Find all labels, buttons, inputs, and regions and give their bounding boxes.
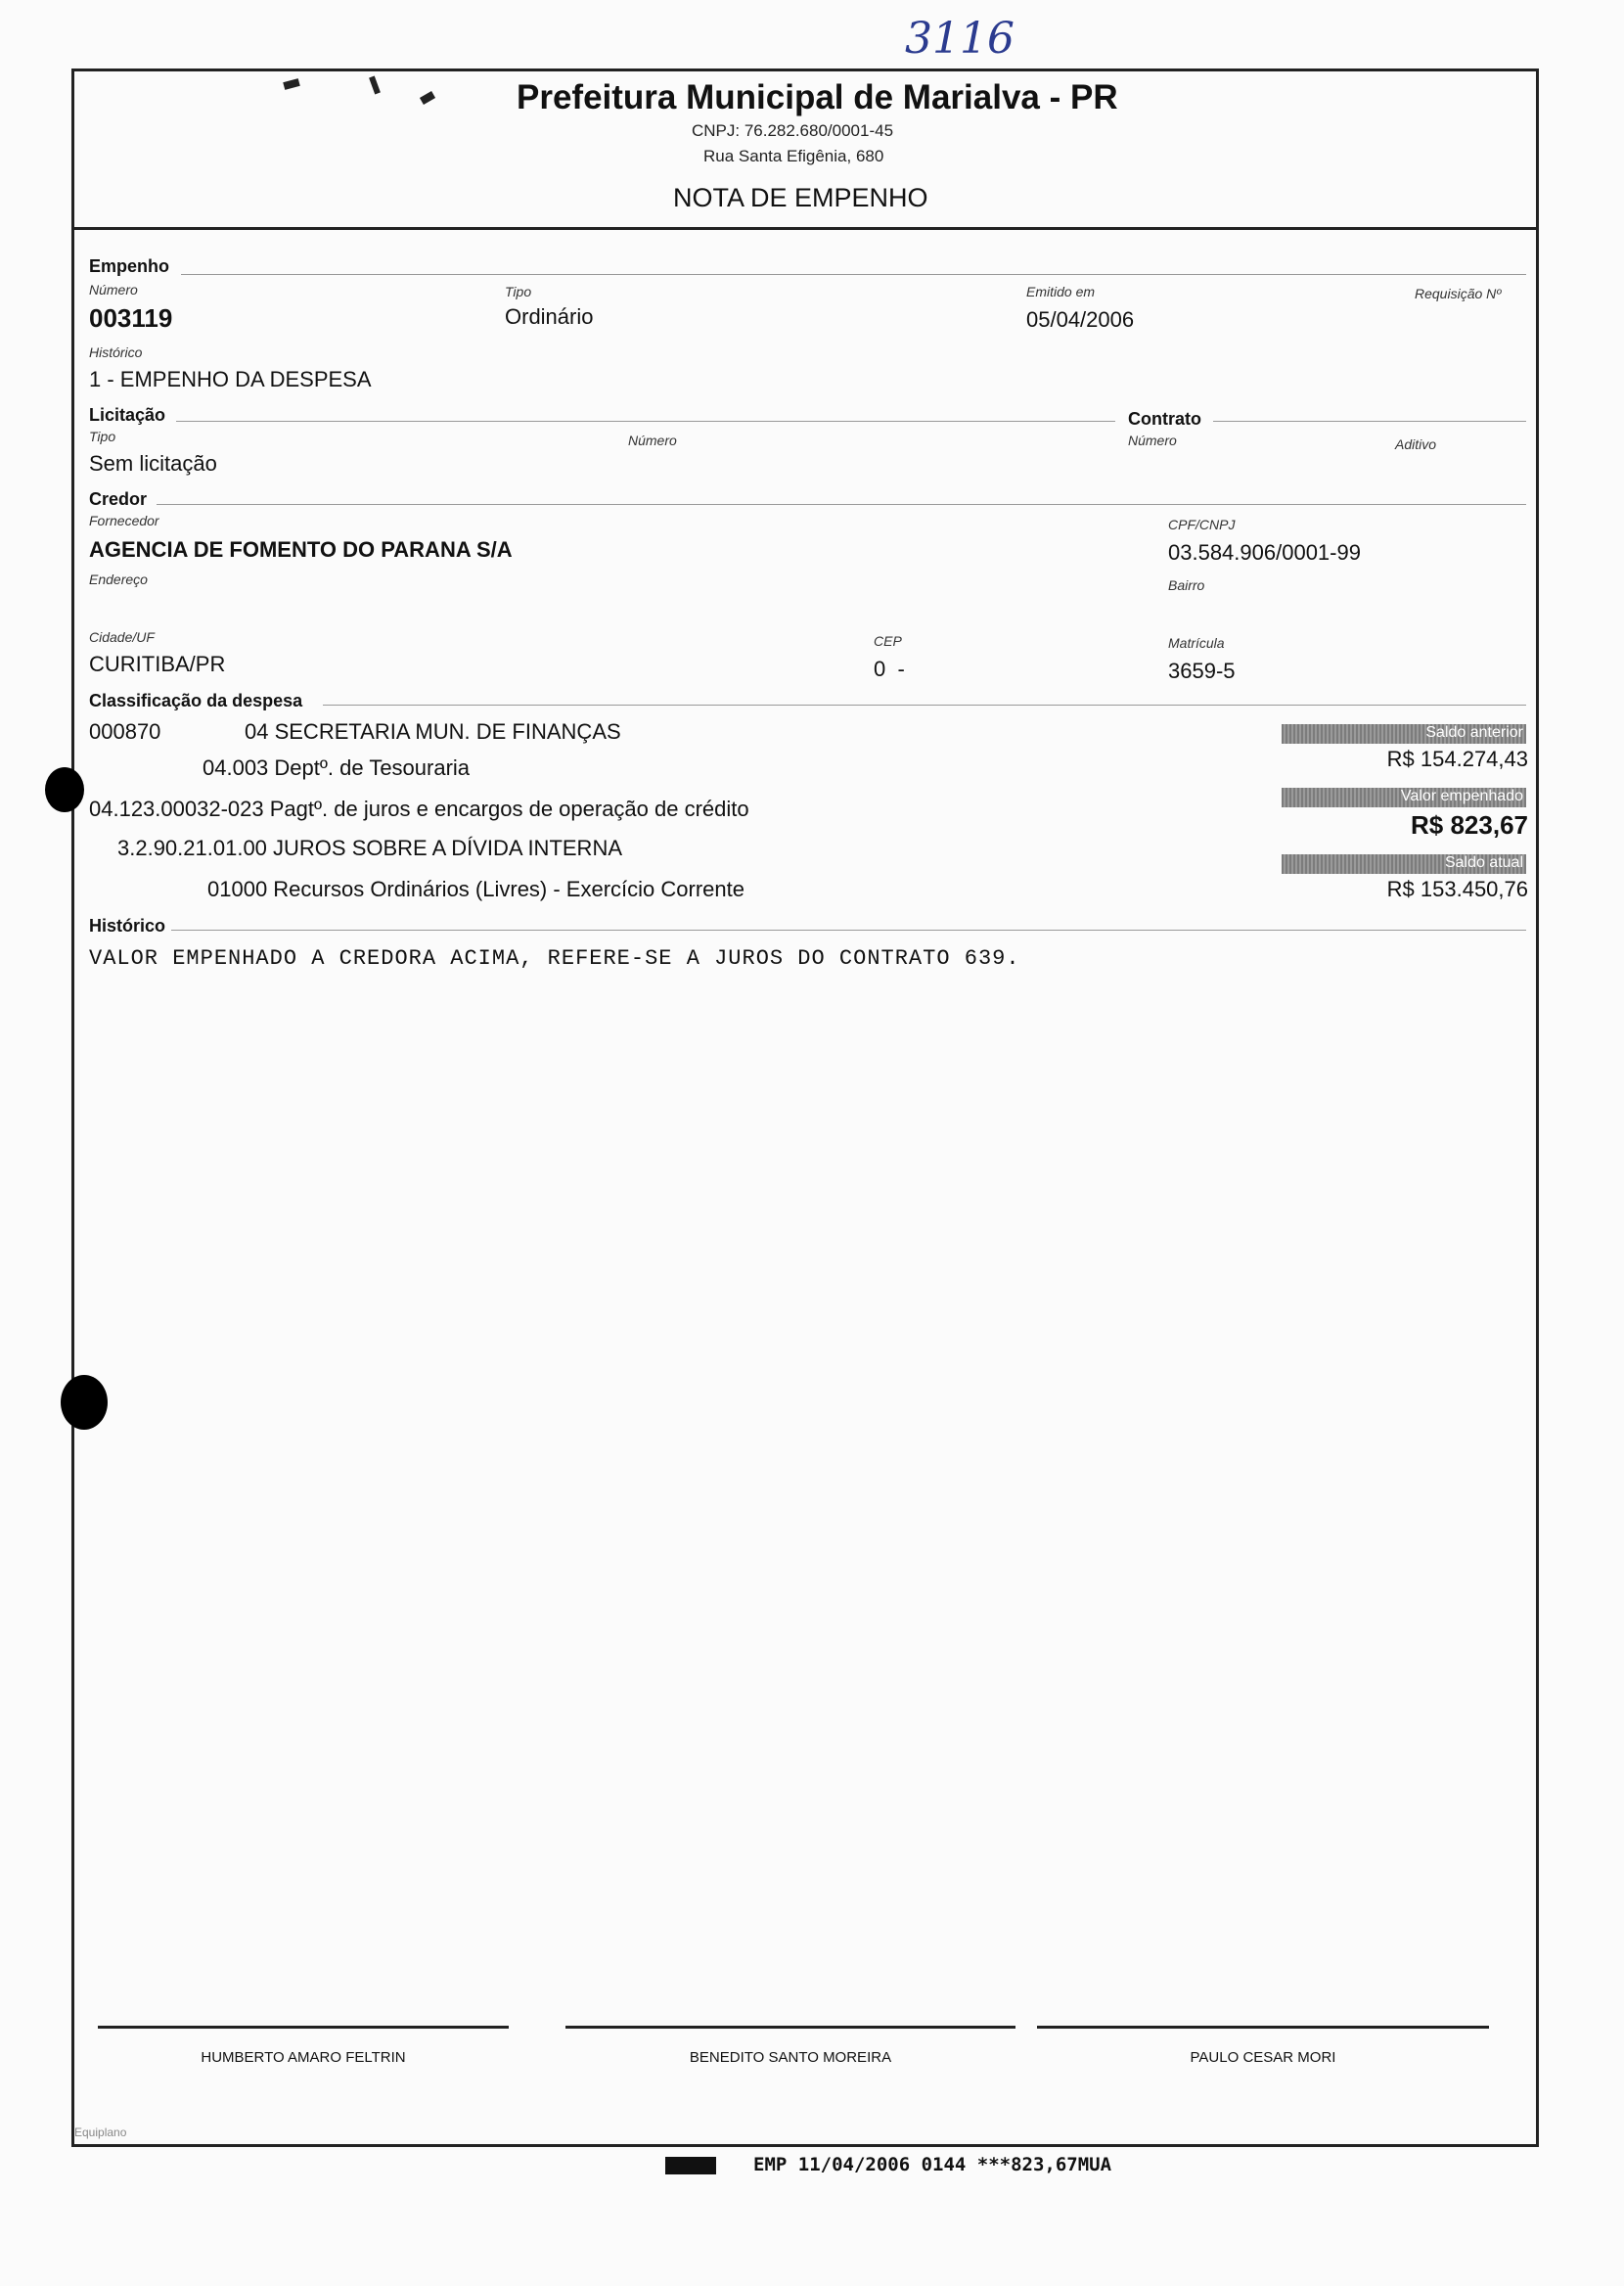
classificacao-departamento: 04.003 Deptº. de Tesouraria (203, 755, 471, 780)
divider (176, 421, 1115, 422)
classificacao-code: 000870 (89, 719, 161, 744)
saldo-anterior-label: Saldo anterior (1282, 724, 1526, 744)
punch-hole (45, 767, 84, 812)
header-divider (71, 227, 1539, 230)
address-text: Rua Santa Efigênia, 680 (703, 147, 884, 165)
label-numero: Número (89, 282, 138, 297)
divider (181, 274, 1526, 275)
equiplano-logo: Equiplano (74, 2126, 127, 2139)
divider (171, 930, 1526, 931)
label-tipo: Tipo (505, 284, 532, 299)
saldo-anterior: R$ 154.274,43 (1386, 747, 1528, 771)
historico-text: VALOR EMPENHADO A CREDORA ACIMA, REFERE-SE A JUROS DO CONTRATO 639. (89, 946, 1020, 971)
classificacao-elemento: 3.2.90.21.01.00 JUROS SOBRE A DÍVIDA INTERNA (117, 836, 623, 860)
section-empenho: Empenho (89, 256, 170, 276)
valor-empenhado-label: Valor empenhado (1282, 788, 1526, 807)
label-cep: CEP (874, 633, 902, 649)
label-emitido: Emitido em (1026, 284, 1096, 299)
classificacao-recurso: 01000 Recursos Ordinários (Livres) - Exercício Corrente (207, 877, 744, 901)
section-historico: Histórico (89, 916, 166, 936)
label-bairro: Bairro (1168, 577, 1205, 593)
saldo-atual: R$ 153.450,76 (1386, 877, 1528, 901)
cpf-cnpj: 03.584.906/0001-99 (1168, 540, 1361, 565)
label-endereco: Endereço (89, 572, 148, 587)
saldo-atual-label: Saldo atual (1282, 854, 1526, 874)
section-licitacao: Licitação (89, 405, 166, 425)
valor-empenhado: R$ 823,67 (1411, 810, 1528, 840)
document-title: NOTA DE EMPENHO (673, 183, 928, 212)
signature-name-1: HUMBERTO AMARO FELTRIN (201, 2049, 406, 2066)
empenho-numero: 003119 (89, 303, 173, 333)
label-matricula: Matrícula (1168, 635, 1225, 651)
punch-hole (61, 1375, 108, 1430)
cnpj-text: CNPJ: 76.282.680/0001-45 (692, 121, 894, 140)
signature-line-1 (98, 2026, 509, 2029)
label-aditivo: Aditivo (1395, 436, 1437, 452)
signature-line-3 (1037, 2026, 1489, 2029)
classificacao-programa: 04.123.00032-023 Pagtº. de juros e encargos de operação de crédito (89, 797, 749, 821)
label-cidade: Cidade/UF (89, 629, 155, 645)
page-title: Prefeitura Municipal de Marialva - PR (517, 78, 1118, 116)
signature-name-3: PAULO CESAR MORI (1190, 2049, 1336, 2066)
cep: 0 - (874, 657, 905, 681)
section-classificacao: Classificação da despesa (89, 691, 303, 710)
processing-stamp: EMP 11/04/2006 0144 ***823,67MUA (753, 2154, 1112, 2175)
label-cpf-cnpj: CPF/CNPJ (1168, 517, 1236, 532)
signature-line-2 (565, 2026, 1015, 2029)
empenho-tipo: Ordinário (505, 304, 594, 329)
divider (157, 504, 1526, 505)
emitido-em: 05/04/2006 (1026, 307, 1135, 332)
licitacao-tipo: Sem licitação (89, 451, 217, 476)
stamp-mark (665, 2157, 716, 2174)
cidade-uf: CURITIBA/PR (89, 652, 226, 676)
empenho-historico: 1 - EMPENHO DA DESPESA (89, 367, 372, 391)
section-contrato: Contrato (1128, 409, 1201, 429)
divider (1213, 421, 1526, 422)
label-historico: Histórico (89, 344, 143, 360)
label-fornecedor: Fornecedor (89, 513, 159, 528)
label-licitacao-tipo: Tipo (89, 429, 116, 444)
signature-name-2: BENEDITO SANTO MOREIRA (689, 2049, 892, 2066)
fornecedor: AGENCIA DE FOMENTO DO PARANA S/A (89, 537, 513, 562)
matricula: 3659-5 (1168, 659, 1236, 683)
classificacao-secretaria: 04 SECRETARIA MUN. DE FINANÇAS (245, 719, 621, 744)
label-licitacao-numero: Número (628, 433, 677, 448)
divider (323, 705, 1526, 706)
label-requisicao: Requisição Nº (1415, 286, 1502, 301)
handwritten-page-number: 3116 (905, 14, 1015, 64)
section-credor: Credor (89, 489, 148, 509)
label-contrato-numero: Número (1128, 433, 1177, 448)
